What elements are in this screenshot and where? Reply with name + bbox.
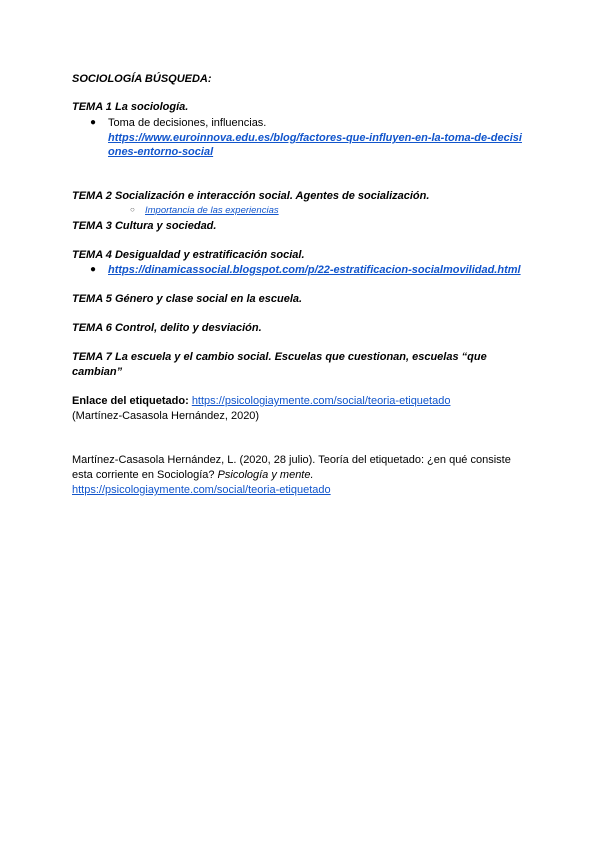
document-title: SOCIOLOGÍA BÚSQUEDA: xyxy=(72,73,212,85)
enlace-citation: (Martínez-Casasola Hernández, 2020) xyxy=(72,410,260,422)
enlace-line xyxy=(72,394,450,408)
enlace-link[interactable]: https://psicologiaymente.com/social/teoria-etiquetado xyxy=(191,395,451,407)
reference-text: esta corriente en Sociología? xyxy=(72,469,218,481)
tema-3-heading: TEMA 3 Cultura y sociedad. xyxy=(72,220,217,232)
enlace-label: Enlace del etiquetado: xyxy=(72,395,189,407)
bullet-icon: ● xyxy=(90,117,97,128)
tema-5-heading: TEMA 5 Género y clase social en la escuela. xyxy=(72,293,303,305)
reference-source: Psicología y mente. xyxy=(217,469,314,481)
tema-1-heading: TEMA 1 La sociología. xyxy=(72,101,189,113)
tema-4-link[interactable]: https://dinamicassocial.blogspot.com/p/22-estratificacion-socialmovilidad.html xyxy=(108,264,521,276)
reference-link[interactable]: https://psicologiaymente.com/social/teoria-etiquetado xyxy=(72,484,331,496)
tema-6-heading: TEMA 6 Control, delito y desviación. xyxy=(72,322,262,334)
tema-1-link-line2[interactable]: ones-entorno-social xyxy=(108,146,214,158)
tema-2-sub-link[interactable]: Importancia de las experiencias xyxy=(145,205,279,216)
tema-1-bullet-text: Toma de decisiones, influencias. xyxy=(108,117,267,129)
bullet-icon: ● xyxy=(90,264,97,275)
tema-1-link-line1[interactable]: https://www.euroinnova.edu.es/blog/factores-que-influyen-en-la-toma-de-decisi xyxy=(108,132,522,144)
reference-line2 xyxy=(72,468,314,482)
tema-2-heading: TEMA 2 Socialización e interacción social. Agentes de socialización. xyxy=(72,190,430,202)
reference-line1: Martínez-Casasola Hernández, L. (2020, 28 julio). Teoría del etiquetado: ¿en qué consiste xyxy=(72,454,511,466)
tema-7-heading-line1: TEMA 7 La escuela y el cambio social. Escuelas que cuestionan, escuelas “que xyxy=(72,351,487,363)
tema-7-heading-line2: cambian” xyxy=(72,366,123,378)
circle-bullet-icon: ○ xyxy=(130,205,135,214)
tema-4-heading: TEMA 4 Desigualdad y estratificación social. xyxy=(72,249,305,261)
